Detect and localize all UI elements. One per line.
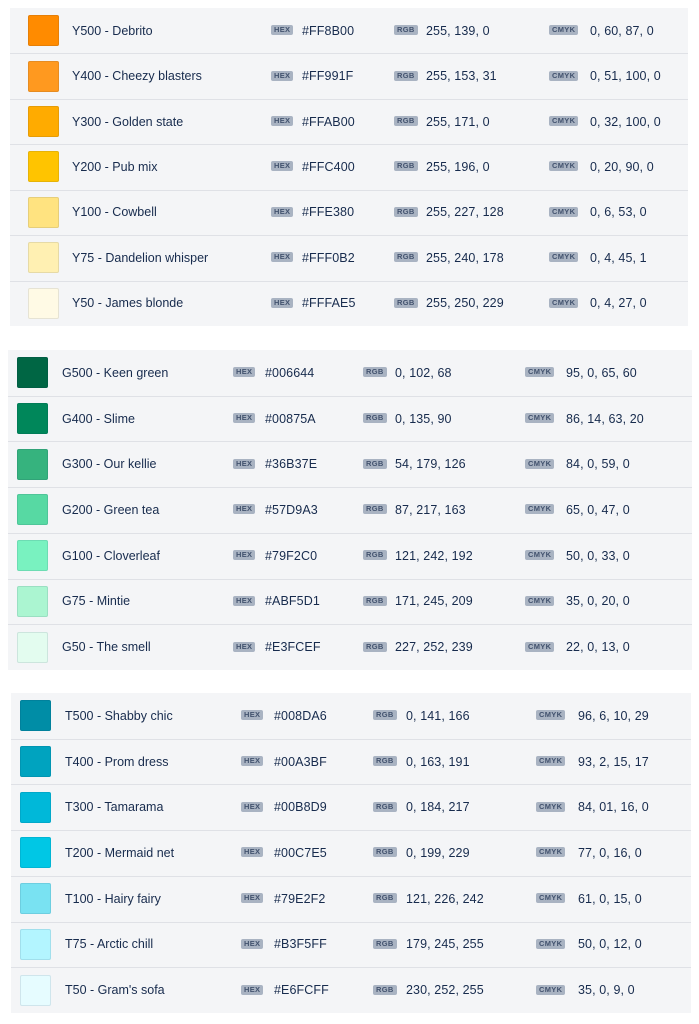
color-name: G400 - Slime xyxy=(62,411,135,426)
cmyk-label-badge: CMYK xyxy=(549,116,578,126)
rgb-value: 227, 252, 239 xyxy=(395,640,473,655)
cmyk-label-badge: CMYK xyxy=(536,893,565,903)
color-swatch xyxy=(28,197,59,228)
color-name: Y500 - Debrito xyxy=(72,23,153,38)
color-row xyxy=(11,922,691,969)
rgb-value: 230, 252, 255 xyxy=(406,983,484,998)
cmyk-label-badge: CMYK xyxy=(536,939,565,949)
cmyk-value: 0, 32, 100, 0 xyxy=(590,114,661,129)
color-swatch xyxy=(28,106,59,137)
rgb-label-badge: RGB xyxy=(394,298,418,308)
rgb-label-badge: RGB xyxy=(394,71,418,81)
color-row xyxy=(10,235,688,281)
hex-value: #FFFAE5 xyxy=(302,296,356,311)
cmyk-value: 0, 4, 27, 0 xyxy=(590,296,647,311)
cmyk-value: 35, 0, 20, 0 xyxy=(566,594,630,609)
color-swatch xyxy=(28,242,59,273)
rgb-label-badge: RGB xyxy=(363,642,387,652)
color-row xyxy=(11,693,691,740)
color-swatch xyxy=(20,975,51,1006)
rgb-label-badge: RGB xyxy=(394,25,418,35)
color-name: Y200 - Pub mix xyxy=(72,159,158,174)
rgb-label-badge: RGB xyxy=(373,756,397,766)
cmyk-label-badge: CMYK xyxy=(549,298,578,308)
cmyk-label-badge: CMYK xyxy=(549,25,578,35)
rgb-value: 171, 245, 209 xyxy=(395,594,473,609)
rgb-value: 0, 135, 90 xyxy=(395,411,452,426)
color-row xyxy=(10,190,688,236)
color-swatch xyxy=(20,700,51,731)
color-name: G100 - Cloverleaf xyxy=(62,548,160,563)
rgb-label-badge: RGB xyxy=(363,550,387,560)
rgb-value: 255, 153, 31 xyxy=(426,69,497,84)
rgb-value: 255, 171, 0 xyxy=(426,114,490,129)
rgb-label-badge: RGB xyxy=(373,847,397,857)
color-swatch xyxy=(17,494,48,525)
color-row xyxy=(10,144,688,190)
hex-label-badge: HEX xyxy=(271,116,293,126)
color-row xyxy=(8,396,692,443)
rgb-value: 0, 163, 191 xyxy=(406,754,470,769)
cmyk-value: 96, 6, 10, 29 xyxy=(578,708,649,723)
rgb-label-badge: RGB xyxy=(373,939,397,949)
cmyk-label-badge: CMYK xyxy=(525,642,554,652)
cmyk-value: 50, 0, 12, 0 xyxy=(578,937,642,952)
cmyk-value: 22, 0, 13, 0 xyxy=(566,640,630,655)
color-row xyxy=(10,53,688,99)
cmyk-label-badge: CMYK xyxy=(549,252,578,262)
rgb-label-badge: RGB xyxy=(373,710,397,720)
cmyk-value: 86, 14, 63, 20 xyxy=(566,411,644,426)
hex-value: #FFF0B2 xyxy=(302,250,355,265)
hex-label-badge: HEX xyxy=(241,802,263,812)
color-name: G500 - Keen green xyxy=(62,365,169,380)
hex-label-badge: HEX xyxy=(233,550,255,560)
hex-value: #57D9A3 xyxy=(265,502,318,517)
hex-value: #FF8B00 xyxy=(302,23,355,38)
hex-value: #FF991F xyxy=(302,69,354,84)
hex-label-badge: HEX xyxy=(271,252,293,262)
hex-value: #79E2F2 xyxy=(274,891,326,906)
rgb-value: 0, 199, 229 xyxy=(406,845,470,860)
cmyk-label-badge: CMYK xyxy=(525,550,554,560)
cmyk-label-badge: CMYK xyxy=(536,710,565,720)
rgb-value: 255, 196, 0 xyxy=(426,159,490,174)
color-swatch xyxy=(20,792,51,823)
cmyk-value: 95, 0, 65, 60 xyxy=(566,365,637,380)
color-row xyxy=(11,739,691,786)
rgb-value: 0, 184, 217 xyxy=(406,800,470,815)
color-swatch xyxy=(20,883,51,914)
cmyk-value: 0, 60, 87, 0 xyxy=(590,23,654,38)
color-name: T500 - Shabby chic xyxy=(65,708,173,723)
hex-label-badge: HEX xyxy=(241,985,263,995)
cmyk-label-badge: CMYK xyxy=(549,207,578,217)
color-name: T50 - Gram's sofa xyxy=(65,983,165,998)
cmyk-value: 0, 6, 53, 0 xyxy=(590,205,647,220)
rgb-value: 87, 217, 163 xyxy=(395,502,466,517)
rgb-value: 121, 242, 192 xyxy=(395,548,473,563)
color-name: T400 - Prom dress xyxy=(65,754,169,769)
cmyk-value: 50, 0, 33, 0 xyxy=(566,548,630,563)
color-name: G200 - Green tea xyxy=(62,502,160,517)
cmyk-value: 0, 51, 100, 0 xyxy=(590,69,661,84)
color-group-green xyxy=(8,350,692,670)
rgb-value: 121, 226, 242 xyxy=(406,891,484,906)
cmyk-value: 61, 0, 15, 0 xyxy=(578,891,642,906)
color-name: T75 - Arctic chill xyxy=(65,937,154,952)
color-name: G300 - Our kellie xyxy=(62,457,157,472)
rgb-value: 0, 102, 68 xyxy=(395,365,452,380)
color-row xyxy=(8,624,692,670)
rgb-label-badge: RGB xyxy=(394,252,418,262)
rgb-label-badge: RGB xyxy=(394,161,418,171)
color-swatch xyxy=(17,403,48,434)
cmyk-value: 77, 0, 16, 0 xyxy=(578,845,642,860)
hex-value: #79F2C0 xyxy=(265,548,318,563)
rgb-value: 255, 227, 128 xyxy=(426,205,504,220)
hex-label-badge: HEX xyxy=(233,504,255,514)
hex-value: #00B8D9 xyxy=(274,800,327,815)
hex-value: #E3FCEF xyxy=(265,640,321,655)
color-group-teal xyxy=(11,693,691,1013)
color-swatch xyxy=(17,632,48,663)
hex-value: #E6FCFF xyxy=(274,983,329,998)
color-name: T100 - Hairy fairy xyxy=(65,891,161,906)
rgb-label-badge: RGB xyxy=(363,459,387,469)
color-row xyxy=(8,350,692,397)
color-name: Y50 - James blonde xyxy=(72,296,184,311)
hex-value: #008DA6 xyxy=(274,708,327,723)
hex-value: #006644 xyxy=(265,365,315,380)
rgb-value: 0, 141, 166 xyxy=(406,708,470,723)
hex-label-badge: HEX xyxy=(233,413,255,423)
hex-label-badge: HEX xyxy=(233,367,255,377)
color-row xyxy=(10,99,688,145)
color-row xyxy=(8,579,692,626)
color-swatch xyxy=(28,288,59,319)
hex-label-badge: HEX xyxy=(271,161,293,171)
cmyk-value: 0, 4, 45, 1 xyxy=(590,250,647,265)
hex-label-badge: HEX xyxy=(241,756,263,766)
hex-label-badge: HEX xyxy=(271,25,293,35)
hex-label-badge: HEX xyxy=(233,642,255,652)
rgb-value: 255, 250, 229 xyxy=(426,296,504,311)
rgb-label-badge: RGB xyxy=(394,116,418,126)
cmyk-label-badge: CMYK xyxy=(525,367,554,377)
rgb-label-badge: RGB xyxy=(373,802,397,812)
rgb-value: 179, 245, 255 xyxy=(406,937,484,952)
color-swatch xyxy=(17,586,48,617)
color-swatch xyxy=(17,357,48,388)
color-name: G50 - The smell xyxy=(62,640,151,655)
cmyk-label-badge: CMYK xyxy=(536,985,565,995)
color-row xyxy=(8,441,692,488)
color-row xyxy=(11,967,691,1013)
color-row xyxy=(11,784,691,831)
rgb-value: 54, 179, 126 xyxy=(395,457,466,472)
hex-label-badge: HEX xyxy=(233,459,255,469)
color-swatch xyxy=(20,746,51,777)
color-swatch xyxy=(17,449,48,480)
color-swatch xyxy=(28,15,59,46)
cmyk-value: 35, 0, 9, 0 xyxy=(578,983,635,998)
cmyk-value: 84, 0, 59, 0 xyxy=(566,457,630,472)
hex-label-badge: HEX xyxy=(271,207,293,217)
hex-value: #ABF5D1 xyxy=(265,594,320,609)
hex-label-badge: HEX xyxy=(241,847,263,857)
color-swatch xyxy=(20,929,51,960)
hex-value: #FFE380 xyxy=(302,205,355,220)
cmyk-value: 93, 2, 15, 17 xyxy=(578,754,649,769)
hex-value: #00875A xyxy=(265,411,316,426)
cmyk-value: 84, 01, 16, 0 xyxy=(578,800,649,815)
cmyk-label-badge: CMYK xyxy=(536,756,565,766)
color-row xyxy=(10,8,688,54)
hex-value: #FFAB00 xyxy=(302,114,355,129)
cmyk-label-badge: CMYK xyxy=(549,71,578,81)
rgb-label-badge: RGB xyxy=(373,985,397,995)
rgb-label-badge: RGB xyxy=(373,893,397,903)
color-group-yellow xyxy=(10,8,688,326)
hex-label-badge: HEX xyxy=(241,939,263,949)
cmyk-label-badge: CMYK xyxy=(536,802,565,812)
hex-label-badge: HEX xyxy=(233,596,255,606)
color-swatch xyxy=(28,61,59,92)
rgb-label-badge: RGB xyxy=(363,413,387,423)
color-swatch xyxy=(17,540,48,571)
rgb-value: 255, 139, 0 xyxy=(426,23,490,38)
rgb-label-badge: RGB xyxy=(363,596,387,606)
cmyk-label-badge: CMYK xyxy=(525,413,554,423)
hex-value: #36B37E xyxy=(265,457,318,472)
cmyk-label-badge: CMYK xyxy=(536,847,565,857)
color-swatch xyxy=(28,151,59,182)
rgb-label-badge: RGB xyxy=(394,207,418,217)
cmyk-value: 65, 0, 47, 0 xyxy=(566,502,630,517)
cmyk-label-badge: CMYK xyxy=(525,504,554,514)
color-row xyxy=(8,487,692,534)
color-name: Y75 - Dandelion whisper xyxy=(72,250,209,265)
color-name: T300 - Tamarama xyxy=(65,800,164,815)
color-name: Y100 - Cowbell xyxy=(72,205,157,220)
hex-value: #00C7E5 xyxy=(274,845,327,860)
color-name: T200 - Mermaid net xyxy=(65,845,175,860)
color-row xyxy=(10,281,688,326)
rgb-label-badge: RGB xyxy=(363,504,387,514)
hex-value: #B3F5FF xyxy=(274,937,327,952)
color-row xyxy=(11,876,691,923)
color-name: Y300 - Golden state xyxy=(72,114,184,129)
hex-label-badge: HEX xyxy=(241,893,263,903)
color-swatch xyxy=(20,837,51,868)
hex-label-badge: HEX xyxy=(271,298,293,308)
color-row xyxy=(8,533,692,580)
color-name: G75 - Mintie xyxy=(62,594,131,609)
color-name: Y400 - Cheezy blasters xyxy=(72,69,202,84)
color-row xyxy=(11,830,691,877)
hex-label-badge: HEX xyxy=(241,710,263,720)
cmyk-label-badge: CMYK xyxy=(525,596,554,606)
rgb-value: 255, 240, 178 xyxy=(426,250,504,265)
hex-value: #00A3BF xyxy=(274,754,327,769)
cmyk-value: 0, 20, 90, 0 xyxy=(590,159,654,174)
cmyk-label-badge: CMYK xyxy=(525,459,554,469)
hex-label-badge: HEX xyxy=(271,71,293,81)
hex-value: #FFC400 xyxy=(302,159,355,174)
cmyk-label-badge: CMYK xyxy=(549,161,578,171)
rgb-label-badge: RGB xyxy=(363,367,387,377)
